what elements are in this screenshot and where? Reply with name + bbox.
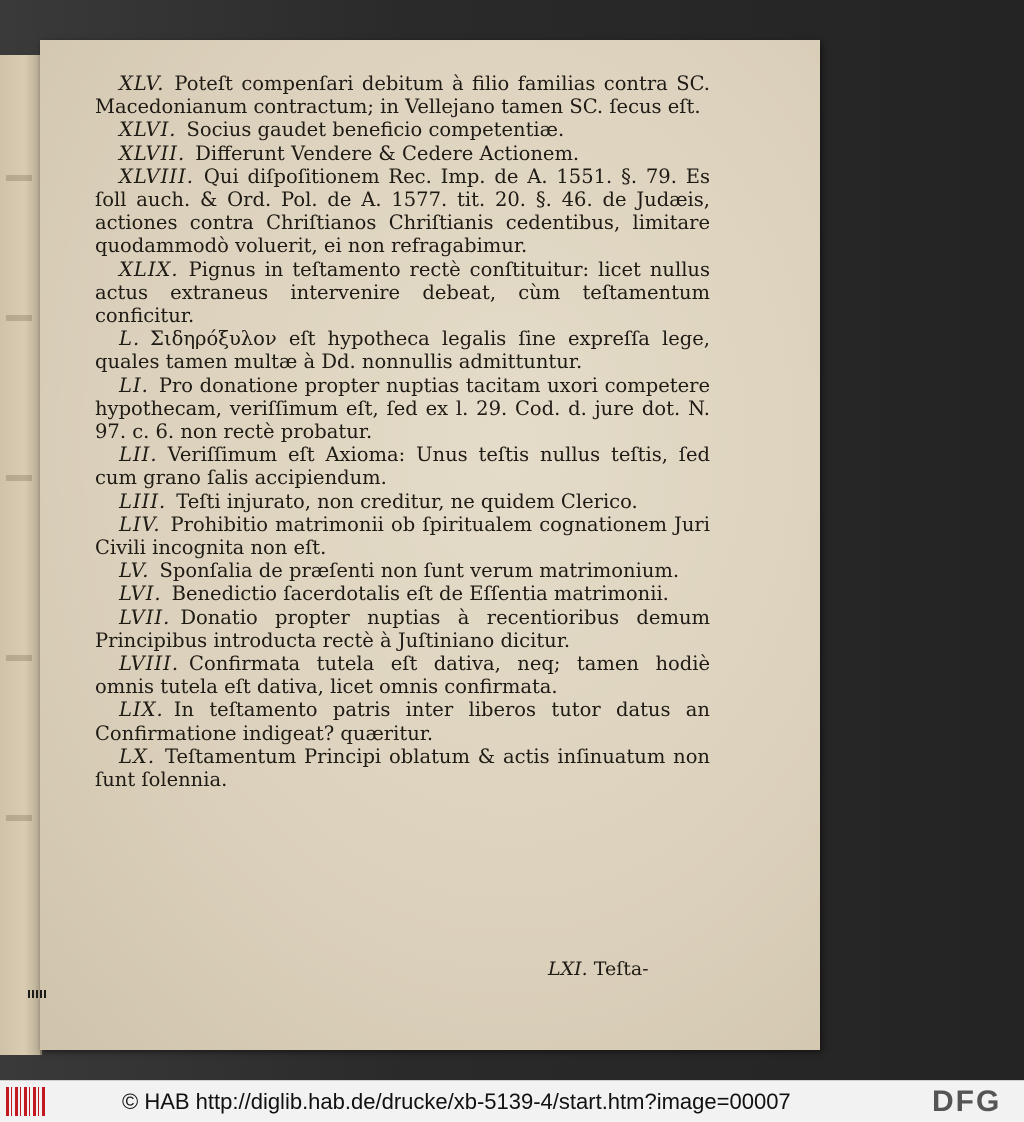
- thesis-text: Teſti injurato, non creditur, ne quidem Clerico.: [176, 489, 638, 513]
- thesis-number: LVI.: [119, 582, 162, 606]
- facing-page-edge: [0, 55, 42, 1055]
- thesis-number: LIII.: [119, 489, 167, 513]
- thesis-text: Differunt Vendere & Cedere Actionem.: [195, 141, 580, 165]
- thesis-text: Sponſalia de præſenti non ſunt verum matrimonium.: [159, 559, 680, 583]
- thesis-paragraph: [95, 72, 710, 118]
- catchword-text: Teſta-: [593, 958, 649, 980]
- thesis-paragraph: [95, 118, 710, 141]
- thesis-text: Pignus in teſtamento rectè conſtituitur: licet nullus actus extraneus intervenire debeat, cùm teſtamentum conficitur.: [95, 257, 710, 328]
- thesis-number: LVIII.: [119, 652, 180, 676]
- page-text: [95, 72, 710, 791]
- thesis-paragraph: [95, 698, 710, 744]
- thesis-text: Donatio propter nuptias à recentioribus demum Principibus introducta rectè à Juſtiniano dicitur.: [95, 605, 710, 652]
- binding-mark: [28, 990, 46, 998]
- thesis-paragraph: [95, 559, 710, 582]
- thesis-text: Teſtamentum Principi oblatum & actis inſinuatum non ſunt ſolennia.: [95, 744, 710, 792]
- thesis-paragraph: [95, 165, 710, 258]
- thesis-number: LX.: [119, 744, 156, 768]
- catchword-number: LXI.: [548, 958, 588, 980]
- thesis-paragraph: [95, 490, 710, 513]
- thesis-number: LV.: [119, 559, 150, 583]
- thesis-number: LIX.: [119, 698, 164, 722]
- thesis-number: LIV.: [119, 512, 161, 536]
- thesis-paragraph: [95, 443, 710, 489]
- thesis-text: Benedictio ſacerdotalis eſt de Eſſentia matrimonii.: [171, 582, 669, 606]
- thesis-text: Poteſt compenſari debitum à filio familias contra SC. Macedonianum contractum; in Vellejano tamen SC. ſecus eſt.: [95, 72, 710, 119]
- thesis-paragraph: [95, 745, 710, 791]
- thesis-paragraph: [95, 142, 710, 165]
- copyright-link[interactable]: © HAB http://diglib.hab.de/drucke/xb-5139-4/start.htm?image=00007: [122, 1089, 791, 1114]
- dfg-logo: DFG: [932, 1085, 1002, 1118]
- thesis-text: Confirmata tutela eſt dativa, neq; tamen hodiè omnis tutela eſt dativa, licet omnis confirmata.: [95, 652, 710, 699]
- thesis-text: Pro donatione propter nuptias tacitam uxori competere hypothecam, veriſſimum eſt, ſed ex l. 29. Cod. d. jure dot. N. 97. c. 6. non rectè probatur.: [95, 373, 710, 444]
- thesis-paragraph: [95, 258, 710, 328]
- thesis-text: Qui diſpoſitionem Rec. Imp. de A. 1551. §. 79. Es ſoll auch. & Ord. Pol. de A. 1577. tit. 20. §. 46. de Judæis, actiones contra Chriſtianos Chriſtianis cedentibus, limitare quodammodò voluerit, ei non refragabimur.: [95, 164, 710, 258]
- thesis-number: LII.: [119, 443, 158, 467]
- thesis-number: XLVIII.: [119, 164, 194, 188]
- thesis-number: L.: [119, 327, 141, 351]
- thesis-paragraph: [95, 513, 710, 559]
- thesis-number: LVII.: [119, 605, 171, 629]
- thesis-text: Σιδηρόξυλον eſt hypotheca legalis ſine expreſſa lege, quales tamen multæ à Dd. nonnullis admittuntur.: [95, 327, 710, 374]
- thesis-paragraph: [95, 582, 710, 605]
- thesis-text: Socius gaudet beneficio competentiæ.: [186, 118, 565, 142]
- thesis-number: LI.: [119, 373, 149, 397]
- thesis-paragraph: [95, 374, 710, 444]
- thesis-number: XLIX.: [119, 257, 179, 281]
- thesis-number: XLVII.: [119, 141, 186, 165]
- catchword: [548, 958, 649, 980]
- barcode-logo-icon: [6, 1087, 46, 1116]
- thesis-text: In teſtamento patris inter liberos tutor datus an Confirmatione indigeat? quæritur.: [95, 698, 710, 745]
- thesis-number: XLV.: [119, 72, 165, 95]
- thesis-paragraph: [95, 606, 710, 652]
- footer-bar: [0, 1080, 1024, 1122]
- thesis-paragraph: [95, 652, 710, 698]
- thesis-text: Veriſſimum eſt Axioma: Unus teſtis nullus teſtis, ſed cum grano ſalis accipiendum.: [95, 443, 710, 490]
- thesis-number: XLVI.: [119, 118, 177, 142]
- thesis-text: Prohibitio matrimonii ob ſpiritualem cognationem Juri Civili incognita non eſt.: [95, 512, 710, 560]
- thesis-paragraph: [95, 327, 710, 373]
